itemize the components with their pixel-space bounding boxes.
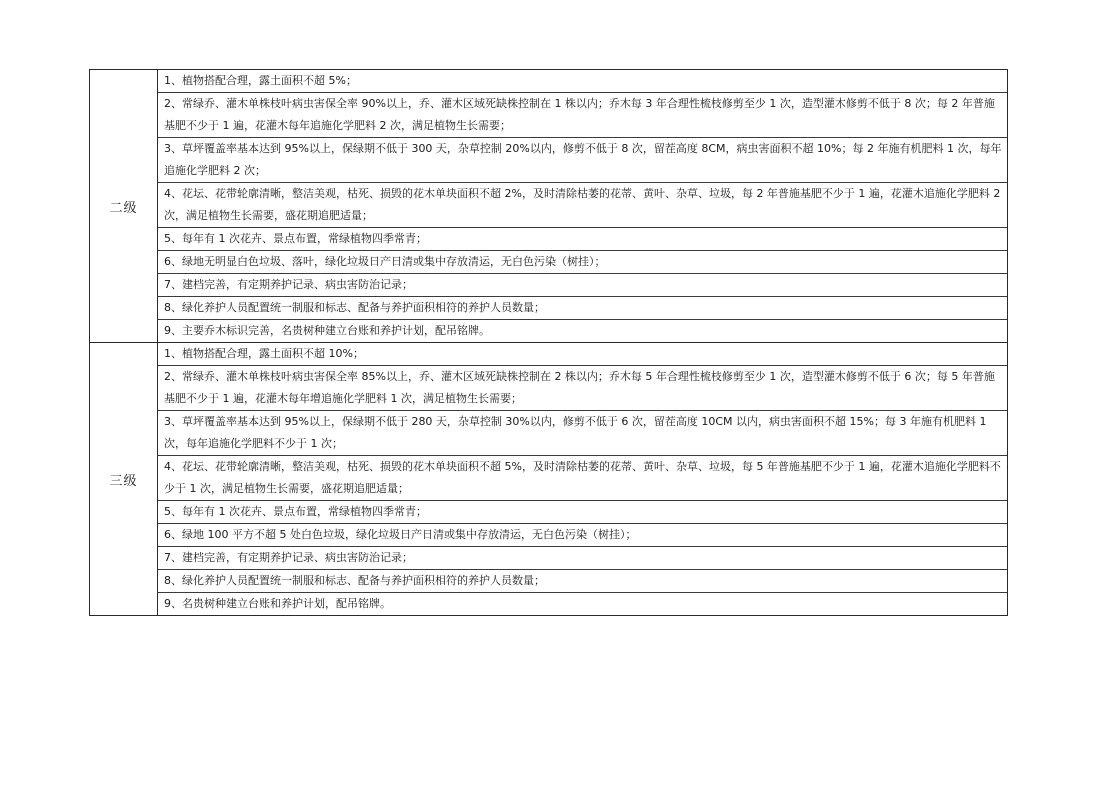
grade-label: 三级 (109, 473, 138, 489)
requirement-item: 5、每年有 1 次花卉、景点布置，常绿植物四季常青； (158, 501, 1007, 524)
table-row-grade-3 (90, 343, 1008, 616)
maintenance-standards-table (89, 69, 1008, 616)
requirement-item: 5、每年有 1 次花卉、景点布置，常绿植物四季常青； (158, 228, 1007, 251)
requirement-item: 1、植物搭配合理，露土面积不超 5%； (158, 70, 1007, 93)
requirement-item: 9、主要乔木标识完善，名贵树种建立台账和养护计划，配吊铭牌。 (164, 324, 490, 337)
requirements-cell (158, 70, 1008, 343)
table-row-grade-2 (90, 70, 1008, 343)
requirement-item: 6、绿地 100 平方不超 5 处白色垃圾，绿化垃圾日产日清或集中存放清运，无白色污染（树挂）； (158, 524, 1007, 547)
grade-label: 二级 (109, 200, 138, 216)
requirement-item: 4、花坛、花带轮廓清晰，整洁美观，枯死、损毁的花木单块面积不超 5%，及时清除枯萎的花蒂、黄叶、杂草、垃圾，每 5 年普施基肥不少于 1 遍，花灌木追施化学肥料不少于 1 次，满足植物生长需要，盛花期追肥适量； (158, 456, 1007, 501)
requirement-item: 9、名贵树种建立台账和养护计划，配吊铭牌。 (164, 597, 391, 610)
grade-label-cell (90, 343, 158, 616)
requirement-item: 1、植物搭配合理，露土面积不超 10%； (158, 343, 1007, 366)
requirement-item: 3、草坪覆盖率基本达到 95%以上，保绿期不低于 280 天，杂草控制 30%以内，修剪不低于 6 次，留茬高度 10CM 以内，病虫害面积不超 15%；每 3 年施有机肥料 1 次，每年追施化学肥料不少于 1 次； (158, 411, 1007, 456)
requirement-item: 7、建档完善，有定期养护记录、病虫害防治记录； (158, 547, 1007, 570)
requirement-item: 4、花坛、花带轮廓清晰，整洁美观，枯死、损毁的花木单块面积不超 2%，及时清除枯萎的花蒂、黄叶、杂草、垃圾，每 2 年普施基肥不少于 1 遍，花灌木追施化学肥料 2 次，满足植物生长需要，盛花期追肥适量； (158, 183, 1007, 228)
requirement-item: 7、建档完善，有定期养护记录、病虫害防治记录； (158, 274, 1007, 297)
requirement-item: 6、绿地无明显白色垃圾、落叶，绿化垃圾日产日清或集中存放清运，无白色污染（树挂）； (158, 251, 1007, 274)
requirement-item: 3、草坪覆盖率基本达到 95%以上，保绿期不低于 300 天，杂草控制 20%以内，修剪不低于 8 次，留茬高度 8CM，病虫害面积不超 10%；每 2 年施有机肥料 1 次，每年追施化学肥料 2 次； (158, 138, 1007, 183)
requirement-item: 8、绿化养护人员配置统一制服和标志、配备与养护面积相符的养护人员数量； (158, 570, 1007, 593)
requirement-item: 8、绿化养护人员配置统一制服和标志、配备与养护面积相符的养护人员数量； (158, 297, 1007, 320)
requirements-cell (158, 343, 1008, 616)
grade-label-cell (90, 70, 158, 343)
requirement-item: 2、常绿乔、灌木单株枝叶病虫害保全率 90%以上，乔、灌木区域死缺株控制在 1 株以内；乔木每 3 年合理性梳枝修剪至少 1 次，造型灌木修剪不低于 8 次；每 2 年普施基肥不少于 1 遍，花灌木每年追施化学肥料 2 次，满足植物生长需要； (158, 93, 1007, 138)
requirement-item: 2、常绿乔、灌木单株枝叶病虫害保全率 85%以上，乔、灌木区域死缺株控制在 2 株以内；乔木每 5 年合理性梳枝修剪至少 1 次，造型灌木修剪不低于 6 次；每 5 年普施基肥不少于 1 遍，花灌木每年增追施化学肥料 1 次，满足植物生长需要； (158, 366, 1007, 411)
